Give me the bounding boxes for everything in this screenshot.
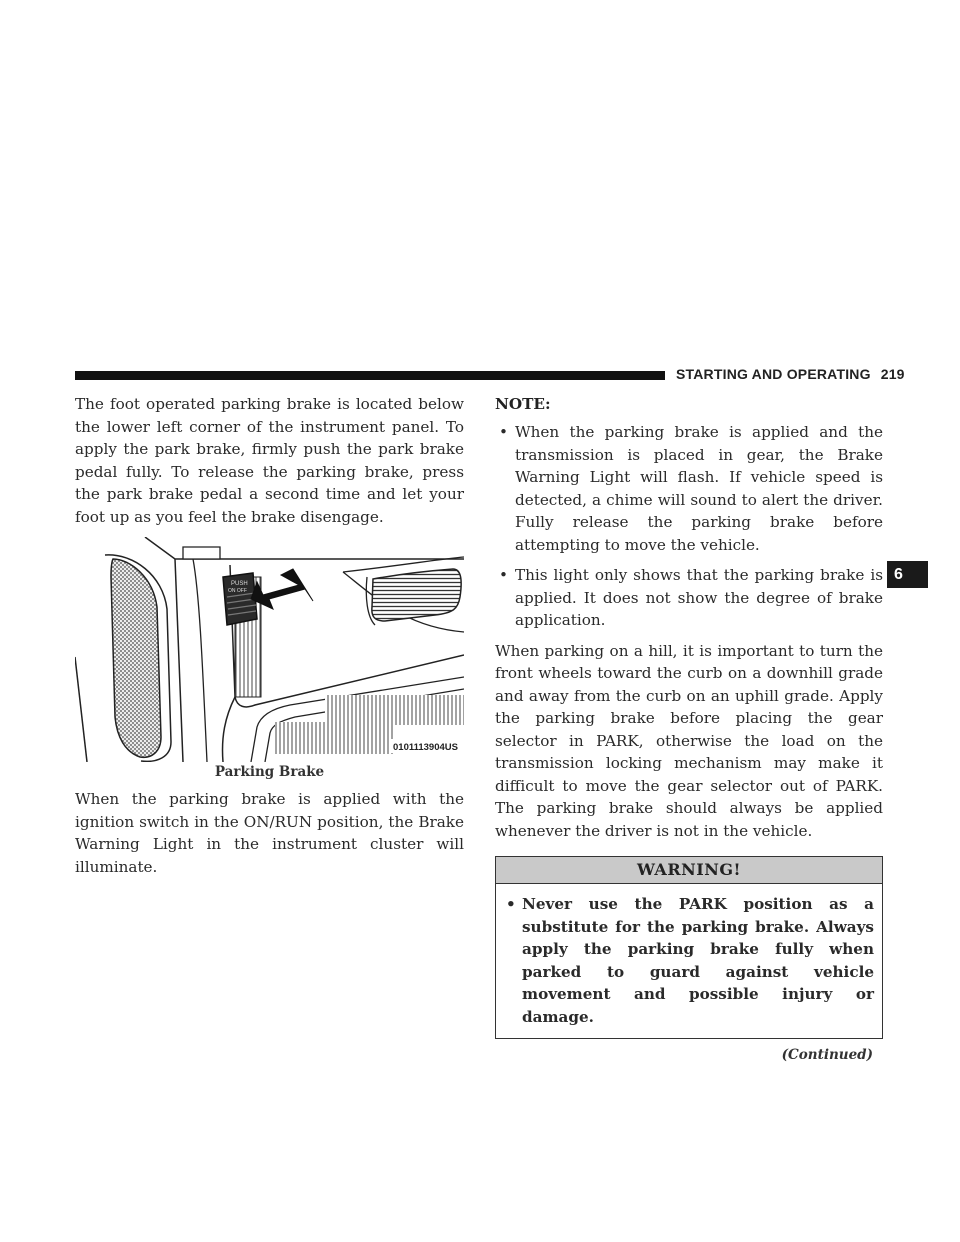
running-header <box>676 366 905 382</box>
bullet-marker: • <box>499 566 508 584</box>
pedal-push-label: PUSH <box>231 581 248 587</box>
parking-brake-figure <box>75 537 464 762</box>
figure-image-code: 0101113904US <box>393 742 458 753</box>
parking-brake-illustration <box>75 537 464 762</box>
warning-box <box>495 856 883 1039</box>
note-item: • When the parking brake is applied and the transmission is placed in gear, the Brake Warning Light will flash. If vehicle speed is detected, a chime will sound to alert the driver. Fully release the parking brake before attempting to move the vehicle. <box>499 423 883 554</box>
note-title: NOTE: <box>495 395 551 413</box>
warning-item: • Never use the PARK position as a substitute for the parking brake. Always apply the parking brake fully when parked to guard against vehicle movement and possible injury or damage. <box>506 895 874 1026</box>
warning-title: WARNING! <box>496 857 882 884</box>
warning-body <box>496 884 882 1038</box>
bullet-marker: • <box>506 895 516 913</box>
warning-light-paragraph: When the parking brake is applied with the ignition switch in the ON/RUN position, the Brake Warning Light in the instrument cluster will illuminate. <box>75 790 464 876</box>
intro-paragraph: The foot operated parking brake is located below the lower left corner of the instrument panel. To apply the park brake, firmly push the park brake pedal fully. To release the parking brake, press the park brake pedal a second time and let your foot up as you feel the brake disengage. <box>75 395 464 526</box>
continued-label: (Continued) <box>781 1047 873 1063</box>
right-column <box>495 393 883 1063</box>
left-column <box>75 393 464 878</box>
page-number: 219 <box>880 366 905 382</box>
header-section-title: STARTING AND OPERATING <box>676 366 871 382</box>
brake-pedal <box>366 569 461 625</box>
pedal-on-off-label: ON OFF <box>228 588 247 594</box>
bullet-marker: • <box>499 423 508 441</box>
chapter-tab: 6 <box>887 561 928 588</box>
pointer-arrow-icon <box>251 569 313 609</box>
header-rule <box>75 371 665 380</box>
figure-caption: Parking Brake <box>214 764 325 780</box>
note-item: • This light only shows that the parking brake is applied. It does not show the degree of brake application. <box>499 566 883 629</box>
hill-parking-paragraph: When parking on a hill, it is important to turn the front wheels toward the curb on a downhill grade and away from the curb on an uphill grade. Apply the parking brake before placing the gear selector in PARK, otherwise the load on the transmission locking mechanism may make it difficult to move the gear selector out of PARK. The parking brake should always be applied whenever the driver is not in the vehicle. <box>495 641 883 840</box>
